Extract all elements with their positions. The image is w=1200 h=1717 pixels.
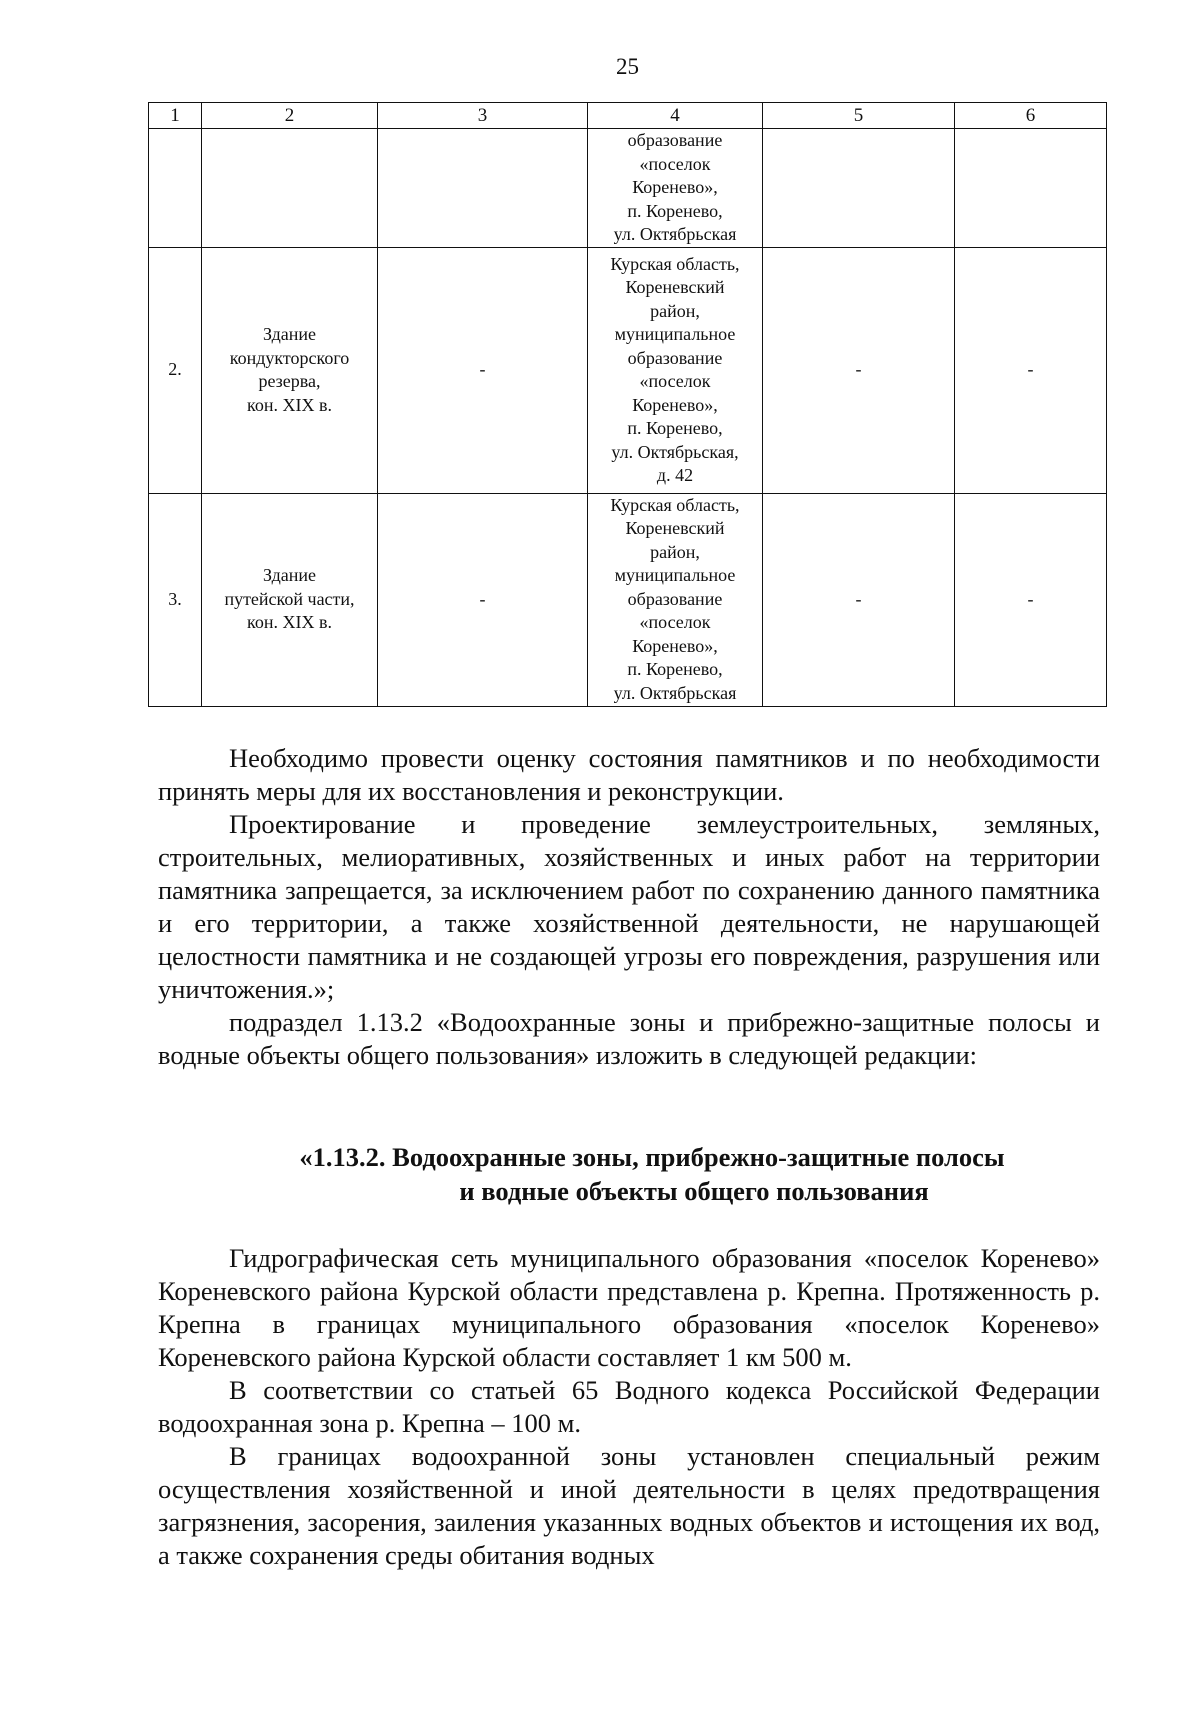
cell-col6: - — [955, 493, 1107, 706]
paragraph: В границах водоохранной зоны установлен специальный режим осуществления хозяйственной и иной деятельности в целях предотвращения загрязнения, засорения, заиления указанных водных объектов и истощения их вод, а также сохранения среды обитания водных — [158, 1441, 1100, 1570]
column-header-2: 2 — [202, 103, 378, 129]
paragraph: Гидрографическая сеть муниципального образования «поселок Коренево» Кореневского района Курской области представлена р. Крепна. Протяженность р. Крепна в границах муниципального образования «поселок Коренево» Кореневского района Курской области составляет 1 км 500 м. — [158, 1243, 1100, 1372]
section-heading-line-2: и водные объекты общего пользования — [459, 1176, 929, 1206]
section-heading-line-1: «1.13.2. Водоохранные зоны, прибрежно-защитные полосы — [299, 1142, 1005, 1172]
column-header-5: 5 — [763, 103, 955, 129]
monuments-table — [148, 102, 1107, 707]
body-text-lower — [158, 1242, 1100, 1572]
table-header-row — [149, 103, 1107, 129]
cell-number: 3. — [149, 493, 202, 706]
cell-number — [149, 129, 202, 248]
table-row — [149, 129, 1107, 248]
paragraph: В соответствии со статьей 65 Водного кодекса Российской Федерации водоохранная зона р. Крепна – 100 м. — [158, 1375, 1100, 1438]
section-heading — [158, 1140, 1100, 1208]
paragraph: Проектирование и проведение землеустроительных, земляных, строительных, мелиоративных, хозяйственных и иных работ на территории памятника запрещается, за исключением работ по сохранению данного памятника и его территории, а также хозяйственной деятельности, не нарушающей целостности памятника и не создающей угрозы его повреждения, разрушения или уничтожения.»; — [158, 809, 1100, 1004]
cell-name: Здание кондукторского резерва, кон. XIX в. — [202, 247, 378, 493]
cell-col5: - — [763, 493, 955, 706]
cell-address: Курская область, Кореневский район, муниципальное образование «поселок Коренево», п. Коренево, ул. Октябрьская, д. 42 — [588, 247, 763, 493]
cell-address: образование «поселок Коренево», п. Коренево, ул. Октябрьская — [588, 129, 763, 248]
cell-col3: - — [378, 493, 588, 706]
cell-number: 2. — [149, 247, 202, 493]
column-header-6: 6 — [955, 103, 1107, 129]
page-number: 25 — [616, 54, 639, 79]
cell-col3 — [378, 129, 588, 248]
body-text-upper — [158, 742, 1100, 1072]
paragraph: Необходимо провести оценку состояния памятников и по необходимости принять меры для их восстановления и реконструкции. — [158, 743, 1100, 806]
cell-col6 — [955, 129, 1107, 248]
cell-address: Курская область, Кореневский район, муниципальное образование «поселок Коренево», п. Коренево, ул. Октябрьская — [588, 493, 763, 706]
cell-col6: - — [955, 247, 1107, 493]
cell-name — [202, 129, 378, 248]
table-row — [149, 247, 1107, 493]
cell-col5 — [763, 129, 955, 248]
table-row — [149, 493, 1107, 706]
column-header-1: 1 — [149, 103, 202, 129]
cell-name: Здание путейской части, кон. XIX в. — [202, 493, 378, 706]
column-header-3: 3 — [378, 103, 588, 129]
paragraph: подраздел 1.13.2 «Водоохранные зоны и прибрежно-защитные полосы и водные объекты общего пользования» изложить в следующей редакции: — [158, 1007, 1100, 1070]
column-header-4: 4 — [588, 103, 763, 129]
cell-col3: - — [378, 247, 588, 493]
cell-col5: - — [763, 247, 955, 493]
